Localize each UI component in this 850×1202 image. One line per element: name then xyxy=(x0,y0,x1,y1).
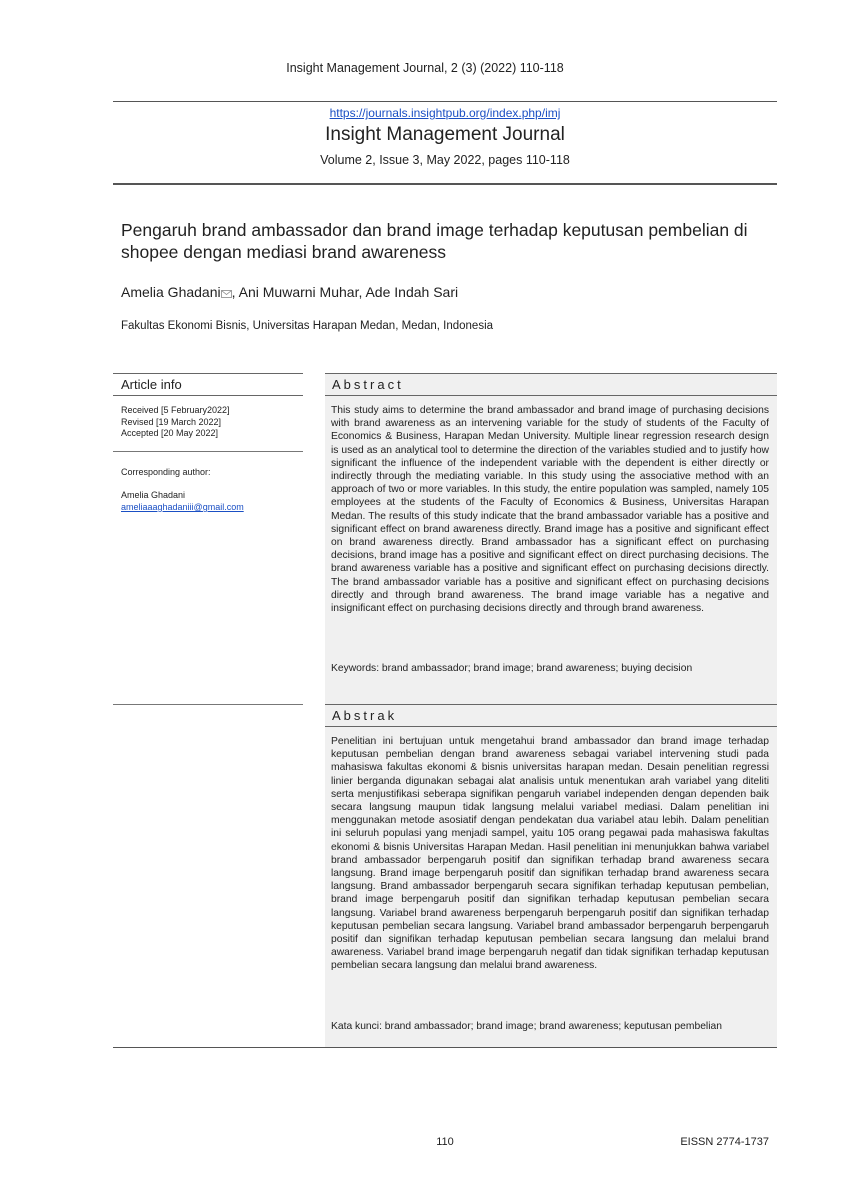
abstract-keywords: Keywords: brand ambassador; brand image; brand awareness; buying decision xyxy=(331,663,693,674)
abstrak-heading: Abstrak xyxy=(332,708,398,723)
authors-rest: , Ani Muwarni Muhar, Ade Indah Sari xyxy=(231,284,459,300)
article-dates xyxy=(121,405,230,440)
abstrak-keywords: Kata kunci: brand ambassador; brand image; brand awareness; keputusan pembelian xyxy=(331,1021,722,1032)
author-line xyxy=(121,284,458,301)
journal-url-link[interactable]: https://journals.insightpub.org/index.php/imj xyxy=(329,106,561,120)
affiliation: Fakultas Ekonomi Bisnis, Universitas Harapan Medan, Medan, Indonesia xyxy=(121,320,494,332)
abstrak-text: Penelitian ini bertujuan untuk mengetahui brand ambassador dan brand image terhadap keputusan pembelian dengan brand awareness sebagai variabel intervening studi pada mahasiswa fakultas ekonomi & bisnis universitas harapan medan. Desain penelitian regressi linier berganda digunakan sebagai alat analisis untuk menentukan arah variabel yang diteliti serta menjustifikasi seberapa signifikan pengaruh variabel independen dengan dependen baik secara langsung maupun tidak langsung melalui variabel mediasi. Dalam penelitian ini menggunakan metode asosiatif dengan pendekatan dua variabel atau lebih. Dalam penelitian ini seluruh populasi yang menjadi sampel, yaitu 105 orang pegawai pada mahasiswa fakultas ekonomi & bisnis Universitas Harapan Medan. Hasil penelitian ini menunjukkan bahwa variabel brand ambassador berpengaruh positif dan signifikan terhadap brand awareness secara langsung. Brand image berpengaruh positif dan signifikan terhadap brand awareness secara langsung. Brand ambassador berpengaruh secara signifikan terhadap keputusan pembelian, brand image berpengaruh positif dan signifikan terhadap keputusan pembelian secara langsung. Variabel brand awareness berpengaruh berpengaruh positif dan signifikan terhadap keputusan pembelian secara langsung. Variabel brand ambassador berpengaruh berpengaruh positif dan signifikan terhadap keputusan pembelian secara langsung dan melalui brand awareness. Variabel brand image berpengaruh negatif dan tidak signifikan terhadap keputusan pembelian secara langsung dan melalui brand awareness. xyxy=(331,736,769,972)
article-title: Pengaruh brand ambassador dan brand image terhadap keputusan pembelian di shopee dengan mediasi brand awareness xyxy=(121,220,748,262)
header-bottom-rule xyxy=(113,183,777,185)
journal-name: Insight Management Journal xyxy=(325,124,565,145)
accepted-date: Accepted [20 May 2022] xyxy=(121,428,219,438)
volume-line: Volume 2, Issue 3, May 2022, pages 110-118 xyxy=(320,153,570,167)
revised-date: Revised [19 March 2022] xyxy=(121,416,222,427)
corresponding-label: Corresponding author: xyxy=(121,467,211,477)
abstract-header xyxy=(325,373,777,396)
info-divider xyxy=(113,451,303,452)
abstract-text: This study aims to determine the brand ambassador and brand image of purchasing decisions with brand awareness as an intervening variable for the study of students of the Faculty of Economics & Business, Harapan Medan University. Multiple linear regression research design is used as an analytical tool to determine the direction of the variables studied and to justify how significant the influence of the independent variable with the dependent is either directly or indirectly through the mediating variable. In this study using the associative method with an approach of two or more variables. In this study, the entire population was sampled, namely 105 employees at the students of the Faculty of Economics & Business, Universitas Harapan Medan. The results of this study indicate that the brand ambassador variable has a positive and significant effect on brand awareness directly. Brand image has a positive and significant effect on brand awareness directly. Brand ambassador has a significant effect on purchasing decisions, brand image has a positive and significant effect on direct purchasing decisions. The brand awareness variable has a positive and significant effect on purchasing decisions directly. The brand ambassador variable has a positive and significant effect on purchasing decisions directly and through brand awareness. The brand image variable has a negative and insignificant effect on purchasing decisions directly and through brand awareness. xyxy=(331,405,769,615)
abstrak-header xyxy=(325,704,777,727)
page-number: 110 xyxy=(436,1136,454,1148)
corresponding-name: Amelia Ghadani xyxy=(121,490,186,500)
journal-header xyxy=(113,106,777,167)
corresponding-email-link[interactable]: ameliaaaghadaniii@gmail.com xyxy=(121,502,244,512)
header-top-rule xyxy=(113,101,777,102)
article-info-header xyxy=(113,373,303,396)
article-info-heading: Article info xyxy=(121,377,182,392)
received-date: Received [5 February2022] xyxy=(121,405,230,415)
author-first: Amelia Ghadani xyxy=(121,284,221,300)
eissn: EISSN 2774-1737 xyxy=(680,1136,769,1148)
bottom-rule xyxy=(113,1047,777,1048)
running-head: Insight Management Journal, 2 (3) (2022) 110-118 xyxy=(286,61,564,75)
abstract-heading: Abstract xyxy=(332,377,404,392)
envelope-icon[interactable] xyxy=(221,285,232,301)
left-column-divider xyxy=(113,704,303,705)
